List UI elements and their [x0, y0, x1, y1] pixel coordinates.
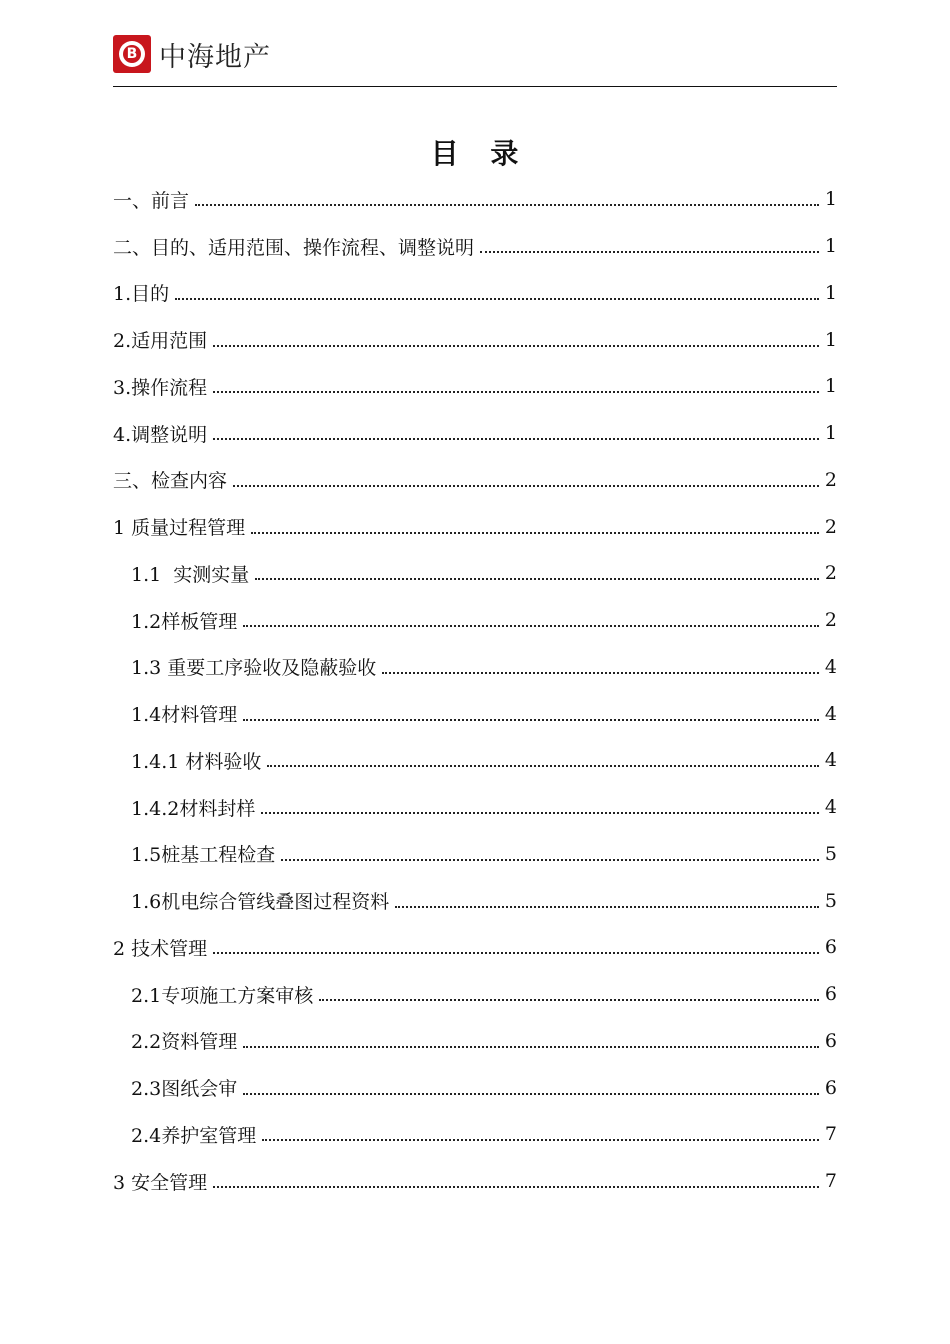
- toc-page-number: 1: [824, 422, 837, 445]
- toc-leader-dots: [262, 1139, 819, 1141]
- toc-leader-dots: [267, 765, 819, 767]
- toc-entry[interactable]: [113, 1018, 837, 1065]
- toc-entry-title: 1.4材料管理: [131, 704, 238, 727]
- toc-entry-title: 1.4.2材料封样: [131, 797, 256, 820]
- toc-page-number: 6: [824, 1076, 837, 1099]
- toc-page-number: 1: [824, 281, 837, 304]
- toc-page-number: 4: [824, 796, 837, 819]
- toc-entry[interactable]: [113, 690, 837, 737]
- toc-page-number: 1: [824, 328, 837, 351]
- toc-title: 目 录: [430, 137, 520, 170]
- toc-entry-title: 1.3 重要工序验收及隐蔽验收: [131, 657, 377, 680]
- toc-entry[interactable]: [113, 737, 837, 784]
- toc-entry[interactable]: [113, 1064, 837, 1111]
- page-header: [113, 32, 271, 76]
- toc-leader-dots: [243, 1093, 819, 1095]
- toc-entry-title: 4.调整说明: [113, 423, 208, 446]
- toc-page-number: 6: [824, 936, 837, 959]
- table-of-contents: [113, 176, 837, 1205]
- toc-entry[interactable]: [113, 1158, 837, 1205]
- toc-entry-title: 1.5桩基工程检查: [131, 844, 276, 867]
- toc-entry[interactable]: [113, 410, 837, 457]
- company-logo-icon: B: [113, 35, 151, 73]
- toc-entry[interactable]: [113, 877, 837, 924]
- toc-page-number: 7: [824, 1123, 837, 1146]
- toc-leader-dots: [480, 251, 819, 253]
- toc-entry-title: 3 安全管理: [113, 1171, 208, 1194]
- toc-page-number: 5: [824, 842, 837, 865]
- toc-leader-dots: [213, 345, 819, 347]
- toc-page-number: 1: [824, 188, 837, 211]
- toc-entry-title: 1 质量过程管理: [113, 517, 246, 540]
- toc-leader-dots: [261, 812, 819, 814]
- toc-entry[interactable]: [113, 503, 837, 550]
- toc-entry[interactable]: [113, 644, 837, 691]
- toc-leader-dots: [213, 952, 819, 954]
- toc-entry[interactable]: [113, 784, 837, 831]
- toc-entry[interactable]: [113, 971, 837, 1018]
- toc-entry-title: 2.3图纸会审: [131, 1078, 238, 1101]
- toc-page-number: 6: [824, 1029, 837, 1052]
- toc-entry[interactable]: [113, 176, 837, 223]
- toc-page-number: 1: [824, 235, 837, 258]
- toc-entry-title: 2.4养护室管理: [131, 1124, 257, 1147]
- toc-entry[interactable]: [113, 550, 837, 597]
- toc-leader-dots: [319, 999, 819, 1001]
- toc-leader-dots: [213, 391, 819, 393]
- toc-leader-dots: [243, 1046, 819, 1048]
- toc-leader-dots: [395, 906, 819, 908]
- toc-page-number: 1: [824, 375, 837, 398]
- toc-page-number: 2: [824, 609, 837, 632]
- toc-entry-title: 一、前言: [113, 189, 190, 212]
- toc-page-number: 2: [824, 562, 837, 585]
- toc-entry-title: 2.1专项施工方案审核: [131, 984, 314, 1007]
- toc-entry[interactable]: [113, 316, 837, 363]
- toc-page-number: 6: [824, 983, 837, 1006]
- header-divider: [113, 86, 837, 87]
- toc-leader-dots: [213, 438, 819, 440]
- toc-entry-title: 1.1 实测实量: [131, 563, 250, 586]
- toc-entry[interactable]: [113, 270, 837, 317]
- toc-entry[interactable]: [113, 1111, 837, 1158]
- toc-leader-dots: [255, 578, 819, 580]
- toc-entry[interactable]: [113, 831, 837, 878]
- toc-page-number: 4: [824, 655, 837, 678]
- toc-leader-dots: [195, 204, 819, 206]
- toc-leader-dots: [243, 719, 819, 721]
- toc-page-number: 7: [824, 1170, 837, 1193]
- toc-leader-dots: [243, 625, 819, 627]
- toc-entry-title: 1.6机电综合管线叠图过程资料: [131, 891, 390, 914]
- brand-name: 中海地产: [159, 41, 271, 73]
- toc-leader-dots: [233, 485, 819, 487]
- toc-entry-title: 二、目的、适用范围、操作流程、调整说明: [113, 236, 475, 259]
- toc-leader-dots: [382, 672, 819, 674]
- toc-entry[interactable]: [113, 223, 837, 270]
- toc-leader-dots: [175, 298, 819, 300]
- toc-page-number: 2: [824, 468, 837, 491]
- toc-page-number: 2: [824, 515, 837, 538]
- toc-entry[interactable]: [113, 457, 837, 504]
- toc-page-number: 4: [824, 749, 837, 772]
- toc-entry-title: 1.4.1 材料验收: [131, 750, 262, 773]
- toc-leader-dots: [251, 532, 819, 534]
- toc-entry-title: 1.2样板管理: [131, 610, 238, 633]
- toc-entry-title: 2.2资料管理: [131, 1031, 238, 1054]
- toc-page-number: 4: [824, 702, 837, 725]
- toc-entry-title: 2.适用范围: [113, 330, 208, 353]
- toc-entry-title: 3.操作流程: [113, 376, 208, 399]
- toc-entry[interactable]: [113, 597, 837, 644]
- toc-entry-title: 三、检查内容: [113, 470, 228, 493]
- toc-leader-dots: [281, 859, 819, 861]
- toc-entry-title: 1.目的: [113, 283, 170, 306]
- toc-entry[interactable]: [113, 363, 837, 410]
- toc-leader-dots: [213, 1186, 819, 1188]
- toc-page-number: 5: [824, 889, 837, 912]
- toc-entry-title: 2 技术管理: [113, 937, 208, 960]
- toc-entry[interactable]: [113, 924, 837, 971]
